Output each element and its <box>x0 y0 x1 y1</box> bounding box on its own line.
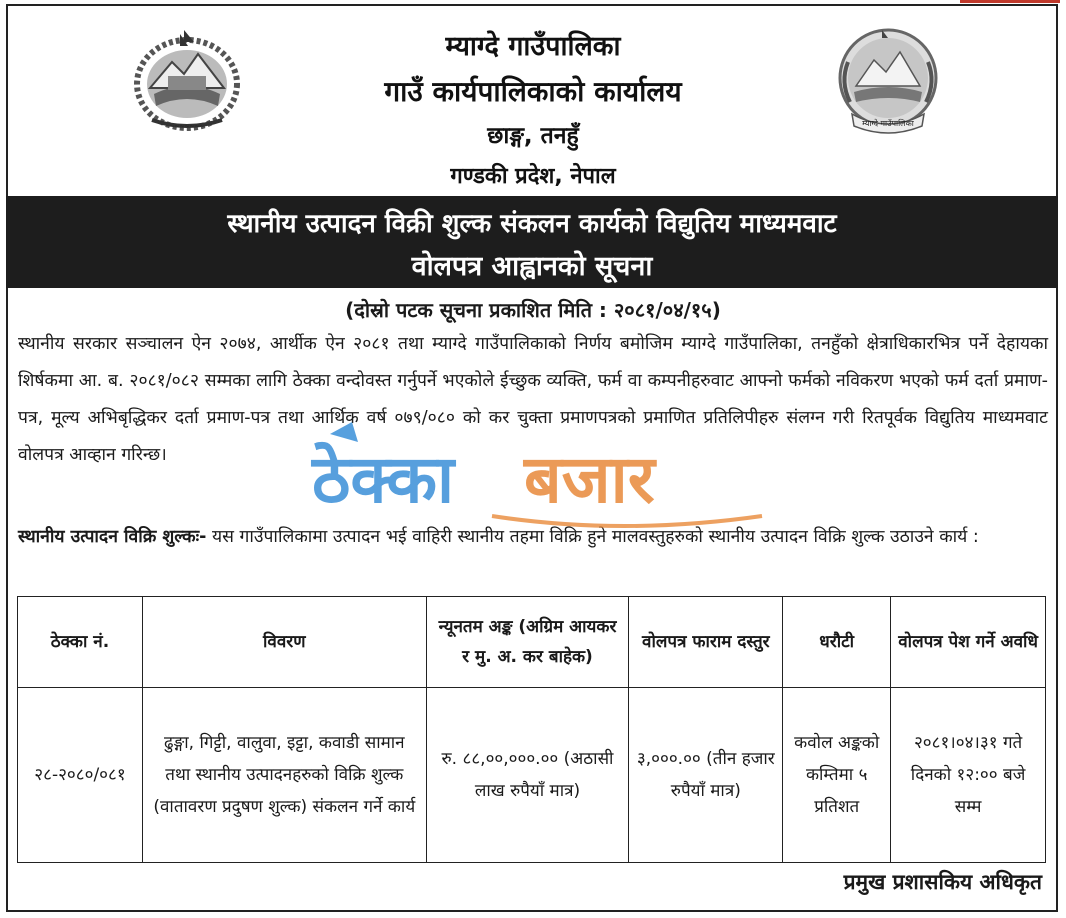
table-row <box>18 688 1046 863</box>
bid-table <box>17 596 1046 863</box>
col-header-minimum-amount: न्यूनतम अङ्क (अग्रिम आयकर र मु. अ. कर बाहेक) <box>426 597 629 688</box>
cell-form-fee: ३,०००.०० (तीन हजार रुपैयाँ मात्र) <box>629 688 783 863</box>
col-header-form-fee: वोलपत्र फाराम दस्तुर <box>629 597 783 688</box>
watermark-text-2: बजार <box>524 441 655 518</box>
scope-label: स्थानीय उत्पादन विक्रि शुल्कः- <box>18 527 207 547</box>
right-emblem-caption: म्याग्दे गाउँपालिका <box>862 119 914 128</box>
office-name: म्याग्दे गाउँपालिका <box>445 31 621 62</box>
watermark-tag-icon <box>330 422 358 442</box>
cell-submission-period: २०८१।०४।३१ गते दिनको १२:०० बजे सम्म <box>891 688 1046 863</box>
col-header-description: विवरण <box>142 597 426 688</box>
banner-title: स्थानीय उत्पादन विक्री शुल्क संकलन कार्यको विद्युतिय माध्यमवाट <box>227 209 837 239</box>
cell-contract-no: २८-२०८०/०८१ <box>18 688 143 863</box>
office-location: छाङ्ग, तनहुँ <box>487 123 579 149</box>
watermark-logo <box>292 420 772 540</box>
notice-banner <box>6 196 1058 288</box>
col-header-submission-period: वोलपत्र पेश गर्ने अवधि <box>891 597 1046 688</box>
watermark-text-1: ठेक्का <box>312 441 455 518</box>
scope-text: यस गाउँपालिकामा उत्पादन भई वाहिरी स्थानीय तहमा विक्रि हुने मालवस्तुहरुको स्थानीय उत्पादन विक्रि शुल्क उठाउने कार्य : <box>206 527 979 547</box>
intro-paragraph: स्थानीय सरकार सञ्चालन ऐन २०७४, आर्थीक ऐन २०८१ तथा म्याग्दे गाउँपालिकाको निर्णय बमोजिम म्याग्दे गाउँपालिका, तनहुँको क्षेत्राधिकारभित्र पर्ने देहायका शिर्षकमा आ. ब. २०८१/०८२ सम्मका लागि ठेक्का वन्दोवस्त गर्नुपर्ने भएकोले ईच्छुक व्यक्ति, फर्म वा कम्पनीहरुवाट आफ्नो फर्मको नविकरण भएको फर्म दर्ता प्रमाण-पत्र, मूल्य अभिबृद्धिकर दर्ता प्रमाण-पत्र तथा आर्थिक वर्ष ०७९/०८० को कर चुक्ता प्रमाणपत्रको प्रमाणित प्रतिलिपीहरु संलग्न गरी रितपूर्वक विद्युतिय माध्यमवाट वोलपत्र आव्हान गरिन्छ। <box>18 334 1048 465</box>
office-title: गाउँ कार्यपालिकाको कार्यालय <box>384 75 682 108</box>
banner-subtitle: वोलपत्र आह्वानको सूचना <box>411 251 653 282</box>
cell-minimum-amount: रु. ८८,००,०००.०० (अठासी लाख रुपैयाँ मात्र) <box>426 688 629 863</box>
col-header-contract-no: ठेक्का नं. <box>18 597 143 688</box>
corner-mark <box>960 0 1060 3</box>
signatory-title: प्रमुख प्रशासकिय अधिकृत <box>843 870 1042 894</box>
cell-deposit: कवोल अङ्कको कम्तिमा ५ प्रतिशत <box>783 688 891 863</box>
col-header-deposit: धरौटी <box>783 597 891 688</box>
table-header-row <box>18 597 1046 688</box>
publication-date: (दोस्रो पटक सूचना प्रकाशित मिति : २०८१/०४/१५) <box>345 298 721 322</box>
office-province: गण्डकी प्रदेश, नेपाल <box>450 164 616 189</box>
cell-description: ढुङ्गा, गिट्टी, वालुवा, इट्टा, कवाडी सामान तथा स्थानीय उत्पादनहरुको विक्रि शुल्क (वातावरण प्रदुषण शुल्क) संकलन गर्ने कार्य <box>142 688 426 863</box>
svg-text:~~~~~~~: ~~~~~~~ <box>169 123 205 130</box>
